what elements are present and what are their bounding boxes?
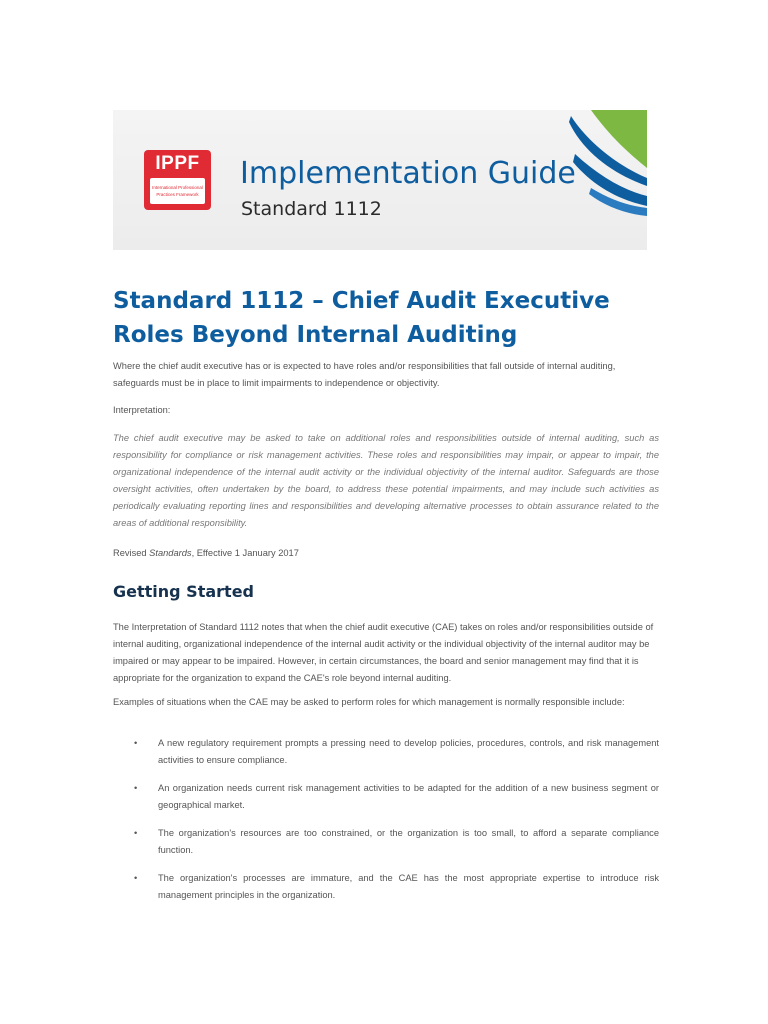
interpretation-text: The chief audit executive may be asked to take on additional roles and responsibilities outside of internal auditing, such as responsibility for compliance or risk management activities. These roles and responsibilities may impair, or appear to impair, the organizational independence of the internal audit activity or the individual objectivity of the internal auditor. Safeguards are those oversight activities, often undertaken by the board, to address these potential impairments, and may include such activities as periodically evaluating reporting lines and responsibilities and developing alternative processes to obtain assurance related to the areas of additional responsibility.	[113, 433, 659, 528]
list-item: • The organization's processes are immature, and the CAE has the most appropriate expertise to introduce risk management principles in the organization.	[113, 870, 659, 904]
examples-intro: Examples of situations when the CAE may be asked to perform roles for which management is normally responsible include:	[113, 697, 625, 707]
ippf-logo-subtext: Practices Framework	[156, 192, 199, 197]
getting-started-heading: Getting Started	[113, 582, 254, 601]
standard-statement: Where the chief audit executive has or is expected to have roles and/or responsibilities that fall outside of internal auditing, safeguards must be in place to limit impairments to independence or objectivity.	[113, 361, 616, 388]
ippf-logo	[144, 150, 211, 210]
examples-list	[113, 735, 659, 904]
list-item: • A new regulatory requirement prompts a pressing need to develop policies, procedures, controls, and risk management activities to ensure compliance.	[113, 735, 659, 769]
getting-started-paragraph: The Interpretation of Standard 1112 notes that when the chief audit executive (CAE) takes on roles and/or responsibilities outside of internal auditing, organizational independence of the internal audit activity or the individual objectivity of the internal auditor may be impaired or may appear to be impaired. However, in certain circumstances, the board and senior management may find that it is appropriate for the organization to expand the CAE's role beyond internal auditing.	[113, 622, 654, 683]
ippf-logo-subtext: International Professional	[152, 185, 203, 190]
bullet-icon: •	[134, 873, 138, 883]
ippf-logo-text: IPPF	[155, 153, 200, 174]
banner-subtitle: Standard 1112	[241, 198, 382, 220]
globe-swoosh-graphic	[561, 110, 647, 250]
bullet-icon: •	[134, 828, 138, 838]
banner-title: Implementation Guide	[240, 156, 576, 191]
bullet-icon: •	[134, 783, 138, 793]
header-banner	[113, 110, 647, 250]
list-item: • An organization needs current risk management activities to be adapted for the addition of a new business segment or geographical market.	[113, 780, 659, 814]
interpretation-label: Interpretation:	[113, 405, 171, 415]
page-title: Standard 1112 – Chief Audit Executive Roles Beyond Internal Auditing	[113, 288, 610, 348]
revised-note: Revised Standards, Effective 1 January 2017	[113, 548, 299, 558]
list-item: • The organization's resources are too constrained, or the organization is too small, to afford a separate compliance function.	[113, 825, 659, 859]
standards-italic: Standards	[149, 548, 192, 558]
bullet-icon: •	[134, 738, 138, 748]
